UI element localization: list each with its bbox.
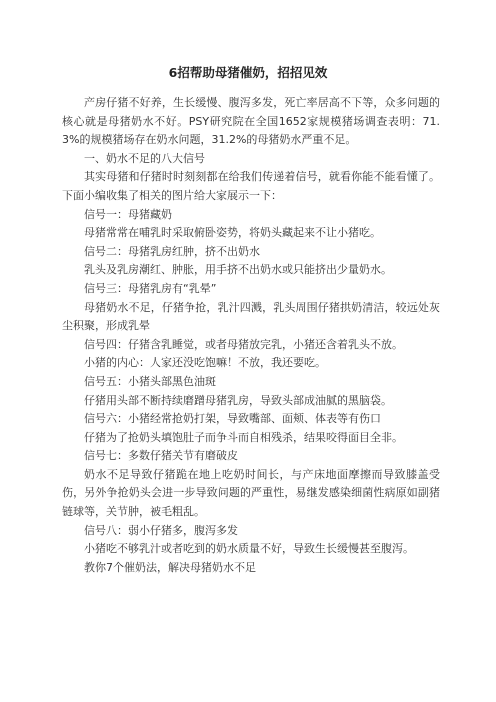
signal-6-text: 仔猪为了抢奶头填饱肚子而争斗而自相残杀，结果咬得面目全非。 <box>84 430 403 444</box>
paragraph-intro: 产房仔猪不好养，生长缓慢、腹泻多发，死亡率居高不下等，众多问题的核心就是母猪奶水不好。PSY研究院在全国1652家规模猪场调查表明：71.3%的规模猪场存在奶水问题，31.2%的母猪奶水严重不足。 <box>62 96 440 147</box>
signal-3-heading: 信号三：母猪乳房有“乳晕” <box>84 281 217 295</box>
signal-4-text: 小猪的内心：人家还没吃饱嘛！不放，我还要吃。 <box>84 356 326 370</box>
signal-5-heading: 信号五：小猪头部黑色油斑 <box>84 374 216 388</box>
signal-2-heading: 信号二：母猪乳房红肿，挤不出奶水 <box>84 244 260 258</box>
signal-6-heading: 信号六：小猪经常抢奶打架，导致嘴部、面颊、体表等有伤口 <box>84 412 381 426</box>
signal-5-text: 仔猪用头部不断持续磨蹭母猪乳房，导致头部成油腻的黑脑袋。 <box>84 393 392 407</box>
signal-3-text: 母猪奶水不足，仔猪争抢，乳汁四溅，乳头周围仔猪拱奶清洁，较远处灰尘积聚，形成乳晕 <box>62 300 440 333</box>
signal-4-heading: 信号四：仔猪含乳睡觉，或者母猪放完乳，小猪还含着乳头不放。 <box>84 337 403 351</box>
signal-1-heading: 信号一：母猪藏奶 <box>84 207 172 221</box>
document-title: 6招帮助母猪催奶，招招见效 <box>168 65 328 80</box>
document-body <box>62 94 440 577</box>
section-heading-methods: 教你7个催奶法，解决母猪奶水不足 <box>84 560 256 574</box>
section-heading-eight-signals: 一、奶水不足的八大信号 <box>84 151 205 165</box>
signal-8-text: 小猪吃不够乳汁或者吃到的奶水质量不好，导致生长缓慢甚至腹泻。 <box>84 542 414 556</box>
signal-7-text: 奶水不足导致仔猪跪在地上吃奶时间长，与产床地面摩擦而导致膝盖受伤，另外争抢奶头会进一步导致问题的严重性，易继发感染细菌性病原如副猪链球等，关节肿，被毛粗乱。 <box>62 467 440 519</box>
signal-7-heading: 信号七：多数仔猪关节有磨破皮 <box>84 449 238 463</box>
paragraph-signals-intro: 其实母猪和仔猪时时刻刻都在给我们传递着信号，就看你能不能看懂了。下面小编收集了相关的图片给大家展示一下： <box>62 170 440 202</box>
signal-2-text: 乳头及乳房潮红、肿胀，用手挤不出奶水或只能挤出少量奶水。 <box>84 263 392 277</box>
signal-1-text: 母猪常常在哺乳时采取俯卧姿势，将奶头藏起来不让小猪吃。 <box>84 226 381 240</box>
signal-8-heading: 信号八：弱小仔猪多，腹泻多发 <box>84 523 238 537</box>
